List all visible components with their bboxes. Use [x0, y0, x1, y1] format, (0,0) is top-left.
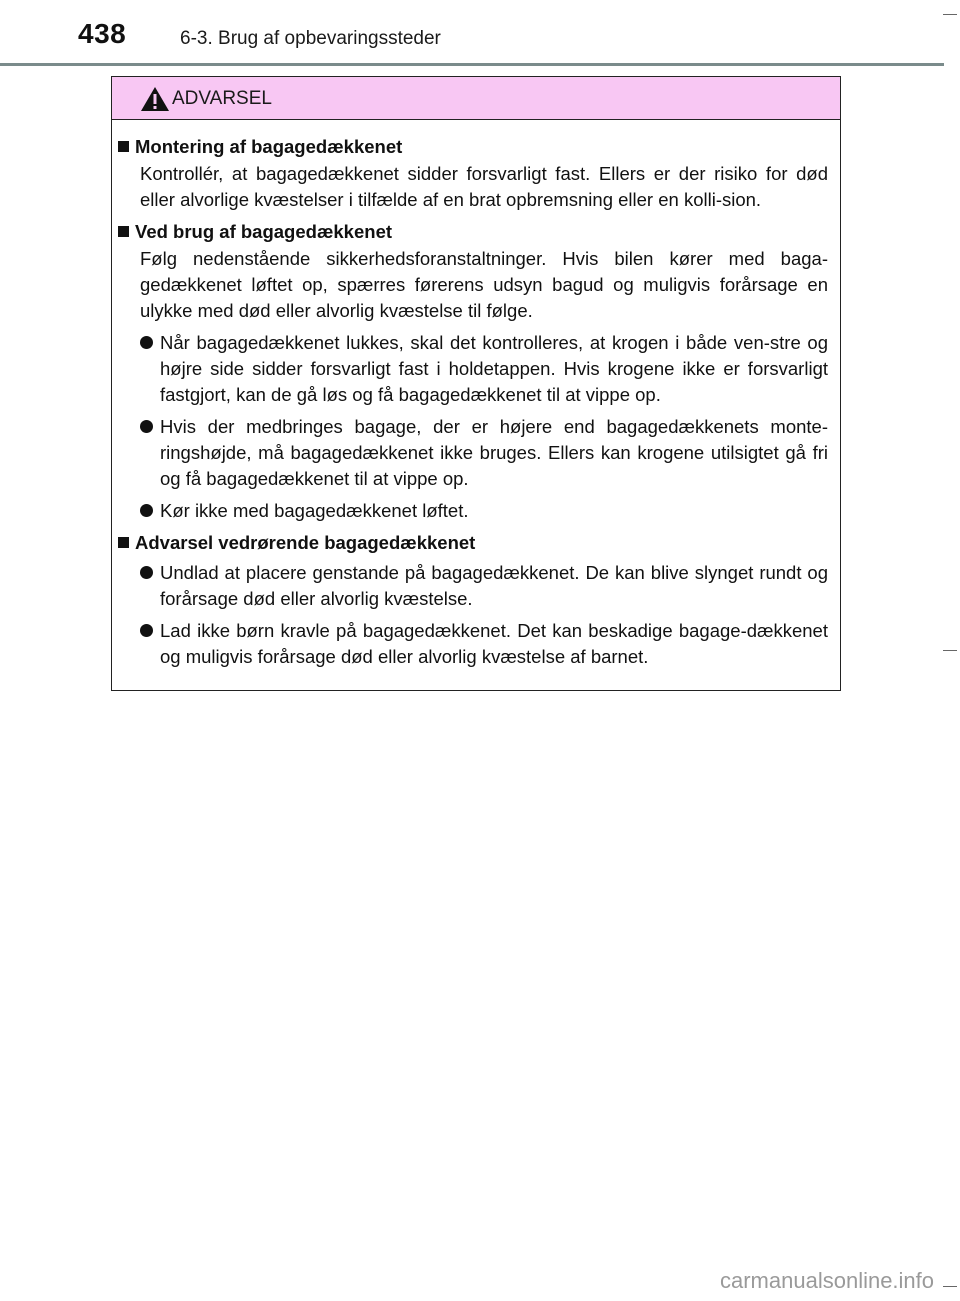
round-bullet-icon	[140, 566, 153, 579]
section-heading-text: Montering af bagagedækkenet	[135, 136, 403, 157]
warning-triangle-icon	[140, 86, 170, 112]
section-paragraph: Følg nedenstående sikkerhedsforanstaltninger. Hvis bilen kører med baga-gedækkenet løftet op, spærres førerens udsyn bagud og muligvis forårsage en ulykke med død eller alvorlig kvæstelse til følge.	[140, 248, 828, 321]
bullet-item	[140, 618, 828, 670]
watermark[interactable]: carmanualsonline.info	[720, 1268, 935, 1293]
bullet-text: Hvis der medbringes bagage, der er højere end bagagedækkenets monte-ringshøjde, må bagagedækkenet ikke bruges. Ellers kan krogene utilsigtet gå fri og få bagagedækkenet til at vippe op.	[160, 416, 828, 489]
bullet-item	[140, 498, 828, 524]
bullet-text: Når bagagedækkenet lukkes, skal det kontrolleres, at krogen i både ven-stre og højre side sidder forsvarligt fast i holdetappen. Hvis krogene ikke er forsvarligt fastgjort, kan de gå løs og få bagagedækkenet til at vippe op.	[160, 332, 828, 405]
bullet-item	[140, 414, 828, 492]
crop-mark-middle	[943, 650, 957, 651]
square-bullet-icon	[118, 141, 129, 152]
square-bullet-icon	[118, 537, 129, 548]
warning-title: ADVARSEL	[172, 88, 272, 109]
section-heading	[118, 530, 828, 556]
round-bullet-icon	[140, 420, 153, 433]
section-heading-text: Ved brug af bagagedækkenet	[135, 221, 393, 242]
round-bullet-icon	[140, 624, 153, 637]
warning-box	[111, 76, 841, 691]
crop-mark-top	[943, 14, 957, 15]
section-heading	[118, 219, 828, 245]
crop-mark-bottom	[943, 1286, 957, 1287]
section-title: 6-3. Brug af opbevaringssteder	[180, 28, 441, 49]
header-rule	[0, 63, 944, 66]
square-bullet-icon	[118, 226, 129, 237]
section-heading-text: Advarsel vedrørende bagagedækkenet	[135, 532, 476, 553]
section-paragraph: Kontrollér, at bagagedækkenet sidder forsvarligt fast. Ellers er der risiko for død eller alvorlige kvæstelser i tilfælde af en brat opbremsning eller en kolli-sion.	[140, 163, 828, 210]
warning-body	[112, 120, 840, 670]
warning-header	[112, 77, 840, 120]
bullet-text: Undlad at placere genstande på bagagedækkenet. De kan blive slynget rundt og forårsage død eller alvorlig kvæstelse.	[160, 562, 828, 609]
round-bullet-icon	[140, 336, 153, 349]
page-number: 438	[78, 18, 127, 49]
section-heading	[118, 134, 828, 160]
bullet-text: Lad ikke børn kravle på bagagedækkenet. Det kan beskadige bagage-dækkenet og muligvis forårsage død eller alvorlig kvæstelse af barnet.	[160, 620, 828, 667]
bullet-text: Kør ikke med bagagedækkenet løftet.	[160, 500, 469, 521]
round-bullet-icon	[140, 504, 153, 517]
bullet-item	[140, 330, 828, 408]
bullet-item	[140, 560, 828, 612]
